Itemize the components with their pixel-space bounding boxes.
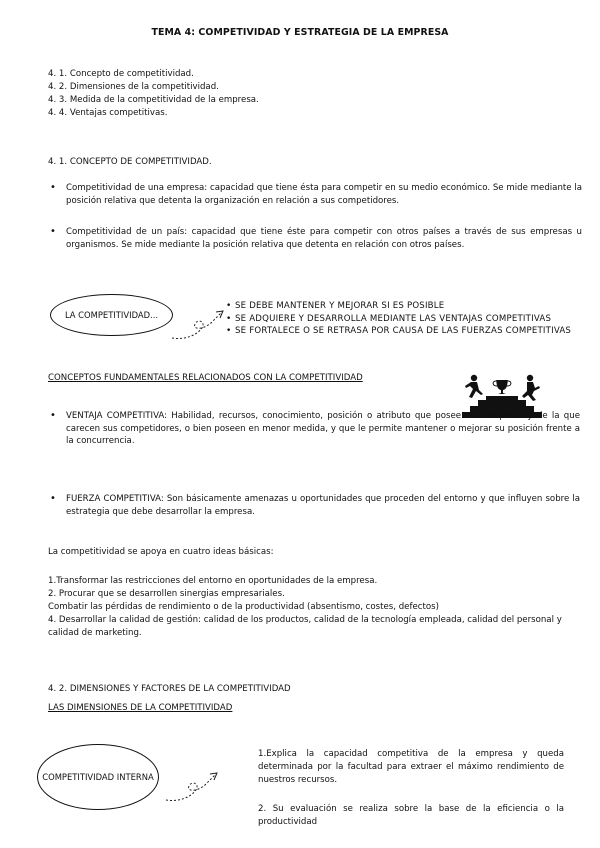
curly-arrow-icon (168, 300, 228, 342)
toc-item: 4. 4. Ventajas competitivas. (48, 108, 168, 118)
bullet-competitividad-pais: • Competitividad de un país: capacidad que tiene éste para competir con otros países a través de sus empresas u organismos. Se mide mediante la posición relativa que detenta en relación con otros países. (48, 226, 582, 251)
toc-item: 4. 1. Concepto de competitividad. (48, 69, 194, 79)
toc-item: 4. 2. Dimensiones de la competitividad. (48, 82, 219, 92)
bullet-ventaja-competitiva: • VENTAJA COMPETITIVA: Habilidad, recursos, conocimiento, posición o atributo que posee una empresa y de la que carecen sus competidores, o bien poseen en menor medida, y que le permite mantener o mejorar su posición frente a la concurrencia. (48, 410, 580, 448)
competitividad-list (226, 301, 571, 339)
ideas-intro: La competitividad se apoya en cuatro ideas básicas: (48, 547, 274, 557)
ellipse-label: COMPETITIVIDAD INTERNA (42, 772, 154, 782)
concepts-heading: CONCEPTOS FUNDAMENTALES RELACIONADOS CON LA COMPETITIVIDAD (48, 373, 363, 383)
curly-arrow-icon (162, 760, 222, 804)
ideas-list (48, 575, 568, 640)
section-heading-dimensiones: 4. 2. DIMENSIONES Y FACTORES DE LA COMPETITIVIDAD (48, 684, 291, 694)
toc-item: 4. 3. Medida de la competitividad de la empresa. (48, 95, 259, 105)
competitividad-interna-point-1: 1.Explica la capacidad competitiva de la empresa y queda determinada por la facultad para extraer el máximo rendimiento de nuestros recursos. (258, 749, 564, 785)
idea-line: 2. Procurar que se desarrollen sinergias empresariales. (48, 589, 285, 599)
bullet-fuerza-competitiva: • FUERZA COMPETITIVA: Son básicamente amenazas u oportunidades que proceden del entorno y que influyen sobre la estrategia que debe desarrollar la empresa. (48, 493, 580, 518)
list-item: • SE FORTALECE O SE RETRASA POR CAUSA DE LAS FUERZAS COMPETITIVAS (226, 326, 571, 339)
idea-line: Combatir las pérdidas de rendimiento o de la productividad (absentismo, costes, defectos) (48, 602, 439, 612)
bullet-competitividad-empresa: • Competitividad de una empresa: capacidad que tiene ésta para competir en su medio económico. Se mide mediante la posición relativa que detenta la organización en relación a sus competidores. (48, 182, 582, 207)
dimensiones-subheading: LAS DIMENSIONES DE LA COMPETITIVIDAD (48, 703, 233, 713)
competitividad-ellipse (50, 294, 173, 336)
idea-line: 1.Transformar las restricciones del entorno en oportunidades de la empresa. (48, 576, 378, 586)
idea-line: 4. Desarrollar la calidad de gestión: calidad de los productos, calidad de la tecnología empleada, calidad del personal y calidad de marketing. (48, 615, 562, 638)
page-title: TEMA 4: COMPETIVIDAD Y ESTRATEGIA DE LA EMPRESA (151, 27, 449, 38)
ellipse-label: LA COMPETITIVIDAD... (64, 310, 159, 320)
competitividad-interna-point-2: 2. Su evaluación se realiza sobre la base de la eficiencia o la productividad (258, 804, 564, 827)
list-item: • SE DEBE MANTENER Y MEJORAR SI ES POSIBLE (226, 301, 571, 314)
competitividad-interna-ellipse (37, 744, 159, 810)
list-item: • SE ADQUIERE Y DESARROLLA MEDIANTE LAS VENTAJAS COMPETITIVAS (226, 314, 571, 327)
section-heading-concepto: 4. 1. CONCEPTO DE COMPETITIVIDAD. (48, 157, 212, 167)
table-of-contents (48, 68, 448, 120)
